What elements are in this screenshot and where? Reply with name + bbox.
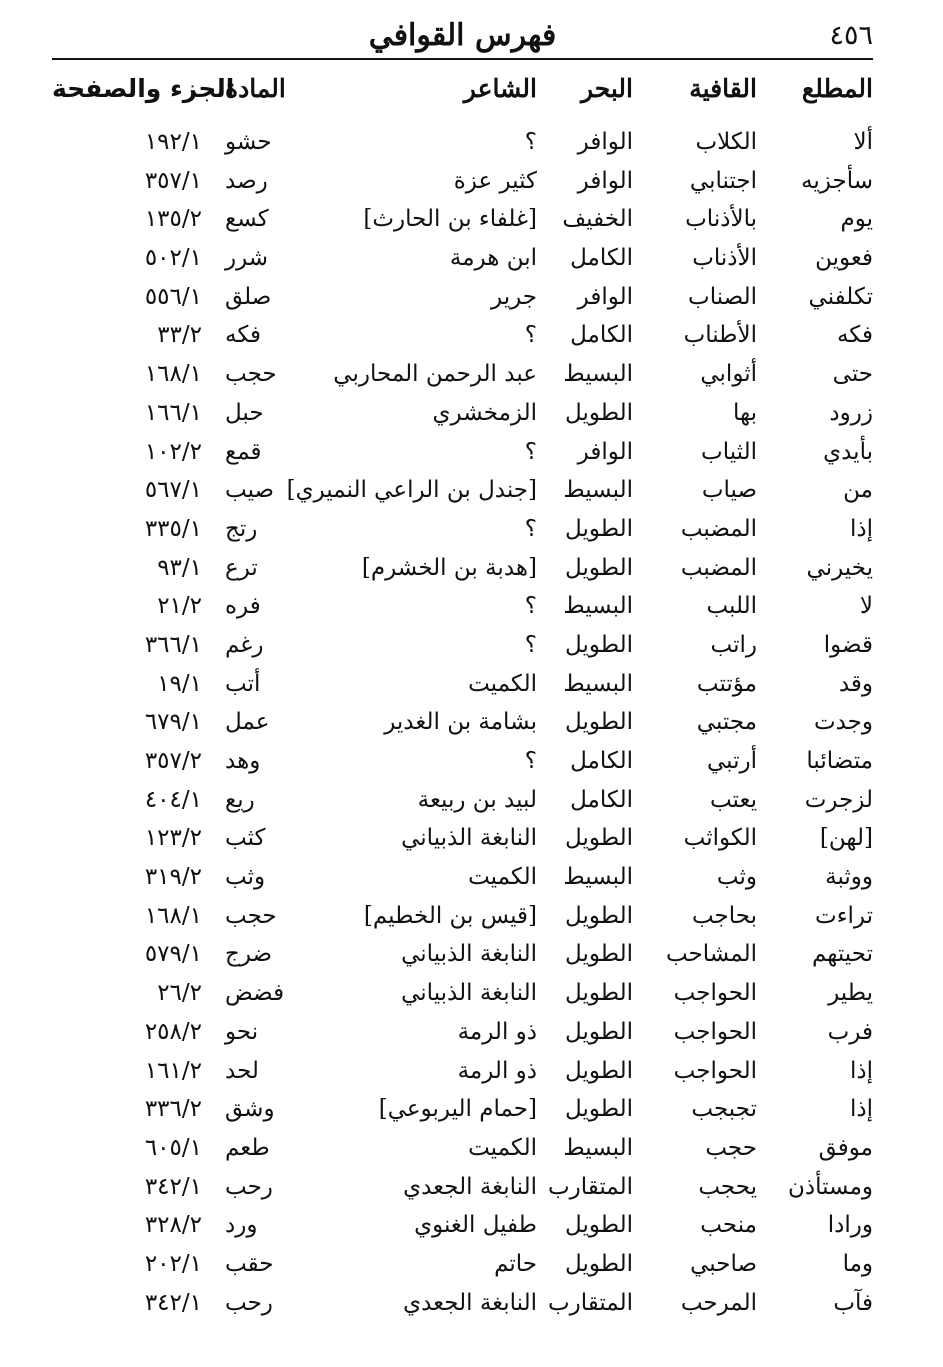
cell-rhyme: المرحب [680, 1289, 757, 1316]
cell-rhyme: الثياب [701, 438, 757, 465]
table-row [0, 394, 943, 433]
cell-rhyme: مجتبي [696, 709, 757, 736]
cell-metre: البسيط [563, 670, 633, 697]
table-row [0, 703, 943, 742]
cell-root: نحو [225, 1018, 259, 1045]
cell-opening: يطير [828, 980, 873, 1007]
cell-volume-page: ٣٣/٢ [157, 322, 202, 349]
cell-root: وهد [225, 748, 261, 774]
cell-root: حقب [225, 1250, 274, 1277]
cell-rhyme: الأطناب [683, 322, 757, 349]
cell-poet: ذو الرمة [457, 1018, 537, 1045]
cell-volume-page: ٦٠٥/١ [144, 1134, 202, 1161]
table-row [0, 1129, 943, 1168]
table-row [0, 974, 943, 1013]
cell-opening: إذا [849, 1057, 873, 1084]
cell-opening: إذا [849, 515, 873, 542]
cell-root: رصد [225, 167, 268, 194]
cell-opening: وجدت [813, 709, 873, 736]
cell-metre: البسيط [563, 1134, 633, 1161]
cell-opening: إذا [849, 1096, 873, 1123]
cell-opening: [لهن] [819, 825, 873, 852]
cell-opening: وما [842, 1250, 873, 1277]
table-row [0, 819, 943, 858]
cell-metre: الطويل [565, 709, 633, 736]
cell-rhyme: المضبب [680, 554, 757, 581]
cell-rhyme: الحواجب [673, 1018, 757, 1045]
cell-poet: حاتم [494, 1250, 537, 1277]
cell-volume-page: ١٦٨/١ [144, 361, 202, 388]
cell-volume-page: ٣٦٦/١ [144, 631, 202, 658]
cell-root: ضرج [225, 941, 273, 968]
cell-metre: الطويل [565, 1250, 633, 1277]
cell-metre: الطويل [565, 941, 633, 968]
cell-poet: ؟ [524, 593, 537, 620]
rhyme-index-table [0, 123, 943, 1322]
page-number: ٤٥٦ [829, 20, 873, 51]
cell-metre: الخفيف [562, 206, 633, 233]
cell-poet: ابن هرمة [449, 245, 537, 272]
cell-root: عمل [225, 709, 270, 736]
cell-volume-page: ١٩٢/١ [144, 129, 202, 155]
column-header-root: المادة [225, 74, 286, 103]
table-row [0, 200, 943, 239]
cell-opening: تحيتهم [811, 941, 873, 968]
cell-metre: الطويل [565, 980, 633, 1007]
cell-rhyme: الأذناب [692, 245, 757, 272]
cell-metre: المتقارب [547, 1173, 633, 1200]
cell-root: حجب [225, 361, 277, 388]
cell-rhyme: صياب [701, 477, 757, 504]
column-header-metre: البحر [580, 74, 633, 103]
cell-metre: الطويل [565, 1096, 633, 1123]
cell-poet: ؟ [524, 438, 537, 465]
table-row [0, 510, 943, 549]
column-header-poet: الشاعر [463, 74, 537, 103]
cell-metre: المتقارب [547, 1289, 633, 1316]
cell-opening: من [843, 477, 873, 504]
cell-poet: جرير [491, 283, 537, 310]
column-header-opening: المطلع [801, 74, 873, 103]
cell-root: كسع [225, 206, 269, 233]
cell-root: رتج [225, 515, 258, 542]
cell-opening: ورادا [827, 1212, 873, 1239]
cell-volume-page: ٣٥٧/٢ [144, 748, 202, 774]
cell-poet: ؟ [524, 129, 537, 155]
cell-metre: الطويل [565, 1018, 633, 1045]
table-row [0, 858, 943, 897]
cell-metre: الطويل [565, 1212, 633, 1239]
cell-rhyme: بها [732, 399, 757, 426]
cell-opening: لا [859, 593, 873, 620]
cell-root: فضض [225, 980, 285, 1007]
table-row [0, 897, 943, 936]
cell-root: وثب [225, 864, 266, 891]
cell-metre: الكامل [570, 748, 633, 774]
cell-metre: الوافر [577, 283, 633, 310]
cell-volume-page: ١٣٥/٢ [144, 206, 202, 233]
cell-rhyme: المشاحب [665, 941, 757, 968]
cell-root: لحد [225, 1057, 259, 1084]
cell-root: صلق [225, 283, 272, 310]
cell-volume-page: ٢١/٢ [157, 593, 202, 620]
cell-volume-page: ٩٣/١ [157, 554, 202, 581]
cell-volume-page: ١٩/١ [157, 670, 202, 697]
cell-root: أتب [225, 670, 261, 697]
cell-volume-page: ٣٥٧/١ [144, 167, 202, 194]
cell-opening: لزجرت [804, 786, 873, 813]
table-row [0, 471, 943, 510]
table-row [0, 1245, 943, 1284]
cell-rhyme: يعتب [709, 786, 757, 813]
cell-root: حشو [225, 129, 272, 155]
cell-poet: ؟ [524, 515, 537, 542]
cell-volume-page: ٥٠٢/١ [144, 245, 202, 272]
cell-volume-page: ٣٤٢/١ [144, 1289, 202, 1316]
cell-metre: الطويل [565, 399, 633, 426]
cell-metre: البسيط [563, 864, 633, 891]
cell-poet: كثير عزة [453, 167, 537, 194]
cell-root: طعم [225, 1134, 270, 1161]
cell-root: حجب [225, 902, 277, 929]
cell-root: ورد [225, 1212, 258, 1239]
cell-poet: [هدبة بن الخشرم] [361, 554, 537, 581]
table-row [0, 1284, 943, 1323]
cell-rhyme: الحواجب [673, 980, 757, 1007]
cell-opening: زرود [829, 399, 873, 426]
cell-opening: ومستأذن [787, 1173, 873, 1200]
cell-rhyme: منحب [700, 1212, 757, 1239]
table-row [0, 239, 943, 278]
cell-poet: طفيل الغنوي [414, 1212, 537, 1239]
cell-root: حبل [225, 399, 264, 426]
cell-root: كثب [225, 825, 266, 852]
table-row [0, 1206, 943, 1245]
cell-volume-page: ١٦١/٢ [144, 1057, 202, 1084]
cell-volume-page: ٣٣٥/١ [144, 515, 202, 542]
header-rule [52, 58, 873, 60]
cell-volume-page: ٥٧٩/١ [144, 941, 202, 968]
cell-poet: النابغة الذبياني [401, 825, 537, 852]
cell-rhyme: اللبب [706, 593, 757, 620]
cell-root: رغم [225, 631, 264, 658]
cell-rhyme: مؤتتب [696, 670, 757, 697]
cell-metre: الوافر [577, 167, 633, 194]
cell-root: فكه [225, 322, 262, 349]
cell-poet: الكميت [468, 864, 537, 891]
cell-metre: الطويل [565, 825, 633, 852]
cell-poet: [قيس بن الخطيم] [363, 902, 537, 929]
cell-root: رحب [225, 1173, 273, 1200]
table-row [0, 278, 943, 317]
cell-metre: الكامل [570, 786, 633, 813]
cell-poet: الكميت [468, 1134, 537, 1161]
cell-poet: ؟ [524, 748, 537, 774]
cell-rhyme: الكلاب [695, 129, 757, 155]
cell-volume-page: ٦٧٩/١ [144, 709, 202, 736]
table-row [0, 433, 943, 472]
cell-opening: تراءت [815, 902, 873, 929]
cell-metre: الطويل [565, 902, 633, 929]
cell-metre: البسيط [563, 477, 633, 504]
table-row [0, 355, 943, 394]
table-row [0, 1090, 943, 1129]
cell-rhyme: بحاجب [691, 902, 757, 929]
cell-root: شرر [225, 245, 269, 272]
cell-opening: وقد [838, 670, 873, 697]
cell-rhyme: أثوابي [700, 361, 757, 388]
cell-rhyme: صاحبي [690, 1250, 757, 1277]
cell-rhyme: بالأذناب [685, 206, 757, 233]
running-head [52, 14, 873, 56]
cell-poet: النابغة الذبياني [401, 980, 537, 1007]
cell-opening: قضوا [823, 631, 873, 658]
table-row [0, 316, 943, 355]
table-row [0, 742, 943, 781]
cell-opening: يوم [840, 206, 873, 233]
table-row [0, 626, 943, 665]
cell-opening: فرب [827, 1018, 873, 1045]
page-title: فهرس القوافي [368, 18, 557, 53]
cell-poet: [غلفاء بن الحارث] [363, 206, 537, 233]
table-row [0, 935, 943, 974]
cell-metre: الطويل [565, 515, 633, 542]
cell-rhyme: أرتبي [706, 748, 757, 774]
cell-opening: فكه [836, 322, 873, 349]
cell-metre: الكامل [570, 322, 633, 349]
cell-volume-page: ٢٥٨/٢ [144, 1018, 202, 1045]
column-header-volume-page: الجزء والصفحة [52, 74, 235, 103]
column-header-rhyme: القافية [689, 74, 757, 103]
cell-metre: البسيط [563, 593, 633, 620]
cell-poet: النابغة الذبياني [401, 941, 537, 968]
table-row [0, 1052, 943, 1091]
cell-rhyme: الصناب [688, 283, 757, 310]
cell-opening: ألا [853, 129, 873, 155]
cell-volume-page: ١٠٢/٢ [144, 438, 202, 465]
cell-rhyme: تجبجب [691, 1096, 757, 1123]
cell-root: ريع [225, 786, 255, 813]
cell-rhyme: اجتنابي [689, 167, 757, 194]
cell-opening: موفق [818, 1134, 873, 1161]
cell-metre: الكامل [570, 245, 633, 272]
cell-volume-page: ٥٥٦/١ [144, 283, 202, 310]
table-row [0, 162, 943, 201]
cell-volume-page: ٣٣٦/٢ [144, 1096, 202, 1123]
table-row [0, 665, 943, 704]
cell-rhyme: راتب [710, 631, 757, 658]
table-row [0, 1168, 943, 1207]
cell-rhyme: حجب [705, 1134, 757, 1161]
cell-opening: يخيرني [806, 554, 873, 581]
cell-metre: الطويل [565, 554, 633, 581]
cell-poet: الكميت [468, 670, 537, 697]
cell-metre: الطويل [565, 631, 633, 658]
cell-rhyme: المضبب [680, 515, 757, 542]
cell-opening: فآب [833, 1289, 873, 1316]
cell-volume-page: ٣١٩/٢ [144, 864, 202, 891]
cell-root: رحب [225, 1289, 273, 1316]
cell-opening: حتى [832, 361, 873, 388]
table-row [0, 1013, 943, 1052]
cell-poet: النابغة الجعدي [403, 1173, 537, 1200]
cell-root: ترع [225, 554, 258, 581]
cell-rhyme: وثب [716, 864, 757, 891]
cell-volume-page: ٥٦٧/١ [144, 477, 202, 504]
cell-volume-page: ٢٠٢/١ [144, 1250, 202, 1277]
cell-metre: البسيط [563, 361, 633, 388]
cell-poet: عبد الرحمن المحاربي [333, 361, 537, 388]
cell-poet: [جندل بن الراعي النميري] [286, 477, 537, 504]
cell-opening: ووثبة [825, 864, 873, 891]
cell-metre: الوافر [577, 438, 633, 465]
cell-rhyme: الكواثب [683, 825, 757, 852]
cell-poet: النابغة الجعدي [403, 1289, 537, 1316]
cell-opening: تكلفني [808, 283, 873, 310]
cell-opening: سأجزيه [801, 167, 873, 194]
cell-rhyme: الحواجب [673, 1057, 757, 1084]
table-row [0, 123, 943, 162]
cell-root: صيب [225, 477, 275, 504]
cell-poet: ذو الرمة [457, 1057, 537, 1084]
cell-poet: ؟ [524, 631, 537, 658]
cell-root: وشق [225, 1096, 275, 1123]
cell-volume-page: ٤٠٤/١ [144, 786, 202, 813]
cell-poet: بشامة بن الغدير [384, 709, 537, 736]
cell-volume-page: ١٦٨/١ [144, 902, 202, 929]
cell-root: فره [225, 593, 261, 620]
cell-poet: الزمخشري [432, 399, 537, 426]
table-row [0, 549, 943, 588]
cell-rhyme: يحجب [698, 1173, 757, 1200]
cell-opening: متضائبا [806, 748, 873, 774]
cell-opening: بأيدي [823, 438, 873, 465]
cell-poet: ؟ [524, 322, 537, 349]
cell-volume-page: ٣٢٨/٢ [144, 1212, 202, 1239]
table-row [0, 587, 943, 626]
table-header [0, 72, 943, 112]
cell-metre: الطويل [565, 1057, 633, 1084]
cell-root: قمع [225, 438, 262, 465]
cell-volume-page: ٣٤٢/١ [144, 1173, 202, 1200]
cell-opening: فعوين [815, 245, 873, 272]
cell-volume-page: ١٦٦/١ [144, 399, 202, 426]
cell-metre: الوافر [577, 129, 633, 155]
table-row [0, 781, 943, 820]
cell-volume-page: ٢٦/٢ [157, 980, 202, 1007]
cell-poet: [حمام اليربوعي] [378, 1096, 537, 1123]
cell-poet: لبيد بن ربيعة [417, 786, 537, 813]
cell-volume-page: ١٢٣/٢ [144, 825, 202, 852]
